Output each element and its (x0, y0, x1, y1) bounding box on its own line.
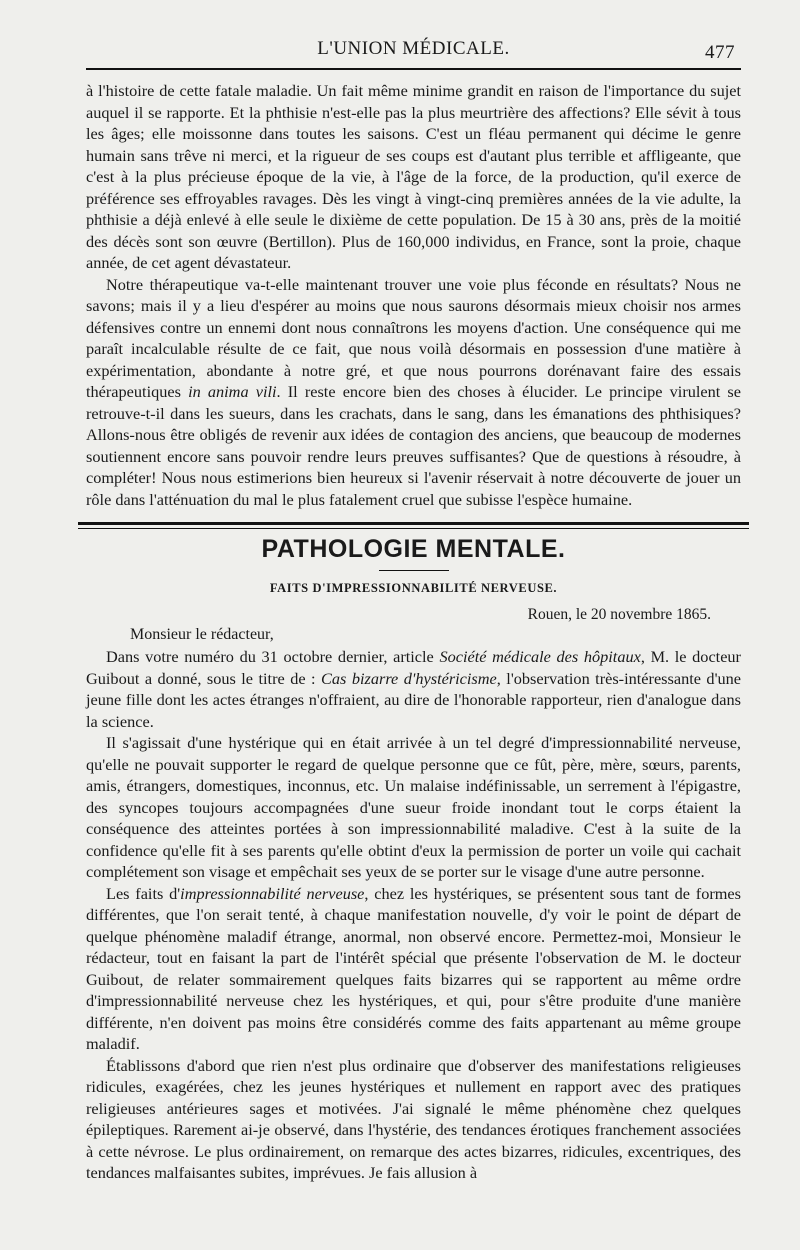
letter-p1-text-e: , l'observation très-intéressante d'une jeune fille dont les actes étranges n'offraient, au dire de l'honorable rapporteur, rien d'analogue dans la science. (86, 668, 742, 731)
paragraph-therapeutics-text-1: Notre thérapeutique va-t-elle maintenant trouver une voie plus féconde en résultats? Nous ne savons; mais il y a lieu d'espérer au moins que nous saurons désormais mieux choisir nos armes défensives contre un ennemi dont nous connaîtrons les moyens d'action. Une conséquence qui me paraît incalculable résulte de ce fait, que nous voilà désormais en possession d'une matière à expérimentation, abondante à notre gré, et que nous pourrons dorénavant faire des essais thérapeutiques (86, 274, 741, 401)
letter-p3-text-c: , chez les hystériques, se présentent sous tant de formes différentes, que l'on serait tenté, à chaque manifestation nouvelle, d'y voir le point de départ de quelque phénomène maladif étrange, anormal, non observé encore. Permettez-moi, Monsieur le rédacteur, tout en faisant la part de l'intérêt spécial que présente l'observation de M. le docteur Guibout, de relater sommairement quelques faits bizarres qui se rapportent au même ordre d'impressionnabilité nerveuse chez les hystériques, et qui, pour s'être produite d'une manière différente, n'en doivent pas moins être considérés comme des faits appartenant au même groupe maladif. (86, 883, 741, 1053)
letter-paragraph-3 (86, 883, 741, 1055)
page-content (86, 36, 741, 1184)
letter-paragraph-2: Il s'agissait d'une hystérique qui en était arrivée à un tel degré d'impressionnabilité nerveuse, qu'elle ne pouvait supporter le regard de quelque personne que ce fût, père, mère, sœurs, parents, amis, étrangers, domestiques, inconnus, etc. Un malaise indéfinissable, un serrement à l'épigastre, des syncopes toujours accompagnées d'une sueur froide inondant tout le corps étaient la conséquence des atteintes portées à son impressionnabilité maladive. C'est à la suite de la confidence qu'elle fit à ses parents qu'elle obtint d'eux la permission de porter un voile qui cachait complétement son visage et empêchait ses yeux de se porter sur le visage d'une autre personne. (86, 733, 741, 881)
letter-dateline: Rouen, le 20 novembre 1865. (527, 606, 711, 623)
paragraph-phthisis-history: à l'histoire de cette fatale maladie. Un fait même minime grandit en raison de l'importance du sujet auquel il se rapporte. Et la phthisie n'est-elle pas la plus meurtrière des affections? Elle sévit à tous les âges; elle moissonne dans toutes les saisons. C'est un fléau permanent qui décime le genre humain sans trêve ni merci, et la rigueur de ses coups est d'autant plus terrible et affligeante, que c'est à la plus précieuse époque de la vie, à l'âge de la force, de la production, qu'il exerce de préférence ses effroyables ravages. Dès les vingt à vingt-cinq premières années de la vie adulte, la phthisie a déjà enlevé à elle seule le dixième de cette population. De 15 à 30 ans, près de la moitié des décès sont son œuvre (Bertillon). Plus de 160,000 individus, en France, sont la proie, chaque année, de cet agent dévastateur. (86, 81, 741, 272)
letter-p3-text-a: Les faits d' (106, 883, 181, 903)
paragraph-therapeutics-text-2: . Il reste encore bien des choses à élucider. Le principe virulent se retrouve-t-il dans les sueurs, dans les crachats, dans le sang, dans les émanations des phthisiques? Allons-nous être obligés de revenir aux idées de contagion des anciens, que beaucoup de modernes soutiennent encore sans pouvoir rendre leurs preuves suffisantes? Que de questions à résoudre, à compléter! Nous nous estimerions bien heureux si l'avenir réservait à notre découverte de jouer un rôle dans l'atténuation du mal le plus fatalement cruel que subisse l'espèce humaine. (86, 382, 741, 509)
italic-in-anima-vili: in anima vili (188, 382, 277, 401)
section-divider (78, 522, 749, 529)
letter-p3-italic: impressionnabilité nerveuse (180, 883, 365, 903)
running-header (86, 36, 741, 66)
paragraph-therapeutics (86, 274, 741, 511)
letter-paragraph-4: Établissons d'abord que rien n'est plus ordinaire que d'observer des manifestations religieuses ridicules, exagérées, chez les jeunes hystériques et nullement en rapport avec des pratiques religieuses antérieures sages et motivées. J'ai signalé le même phénomène chez quelques épileptiques. Rarement ai-je observé, dans l'hystérie, des tendances érotiques franchement associées à cette névrose. Le plus ordinairement, on remarque des actes bizarres, ridicules, excentriques, des tendances malfaisantes subites, imprévues. Je fais allusion à (86, 1055, 741, 1182)
journal-title: L'UNION MÉDICALE. (317, 38, 510, 59)
letter-salutation: Monsieur le rédacteur, (130, 626, 274, 643)
title-underline (379, 570, 449, 571)
letter-paragraph-1 (86, 646, 741, 732)
letter-p1-text-c: , M. le docteur Guibout a donné, sous le titre de : (86, 647, 741, 688)
subsection-title: FAITS D'IMPRESSIONNABILITÉ NERVEUSE. (269, 581, 558, 595)
letter-p1-text-a: Dans votre numéro du 31 octobre dernier, article (106, 647, 440, 666)
header-rule (86, 68, 741, 70)
page-number: 477 (705, 42, 735, 63)
section-title: PATHOLOGIE MENTALE. (261, 535, 566, 563)
letter-p1-italic-case: Cas bizarre d'hystéricisme (321, 668, 497, 688)
letter-p1-italic-society: Société médicale des hôpitaux (439, 647, 641, 666)
